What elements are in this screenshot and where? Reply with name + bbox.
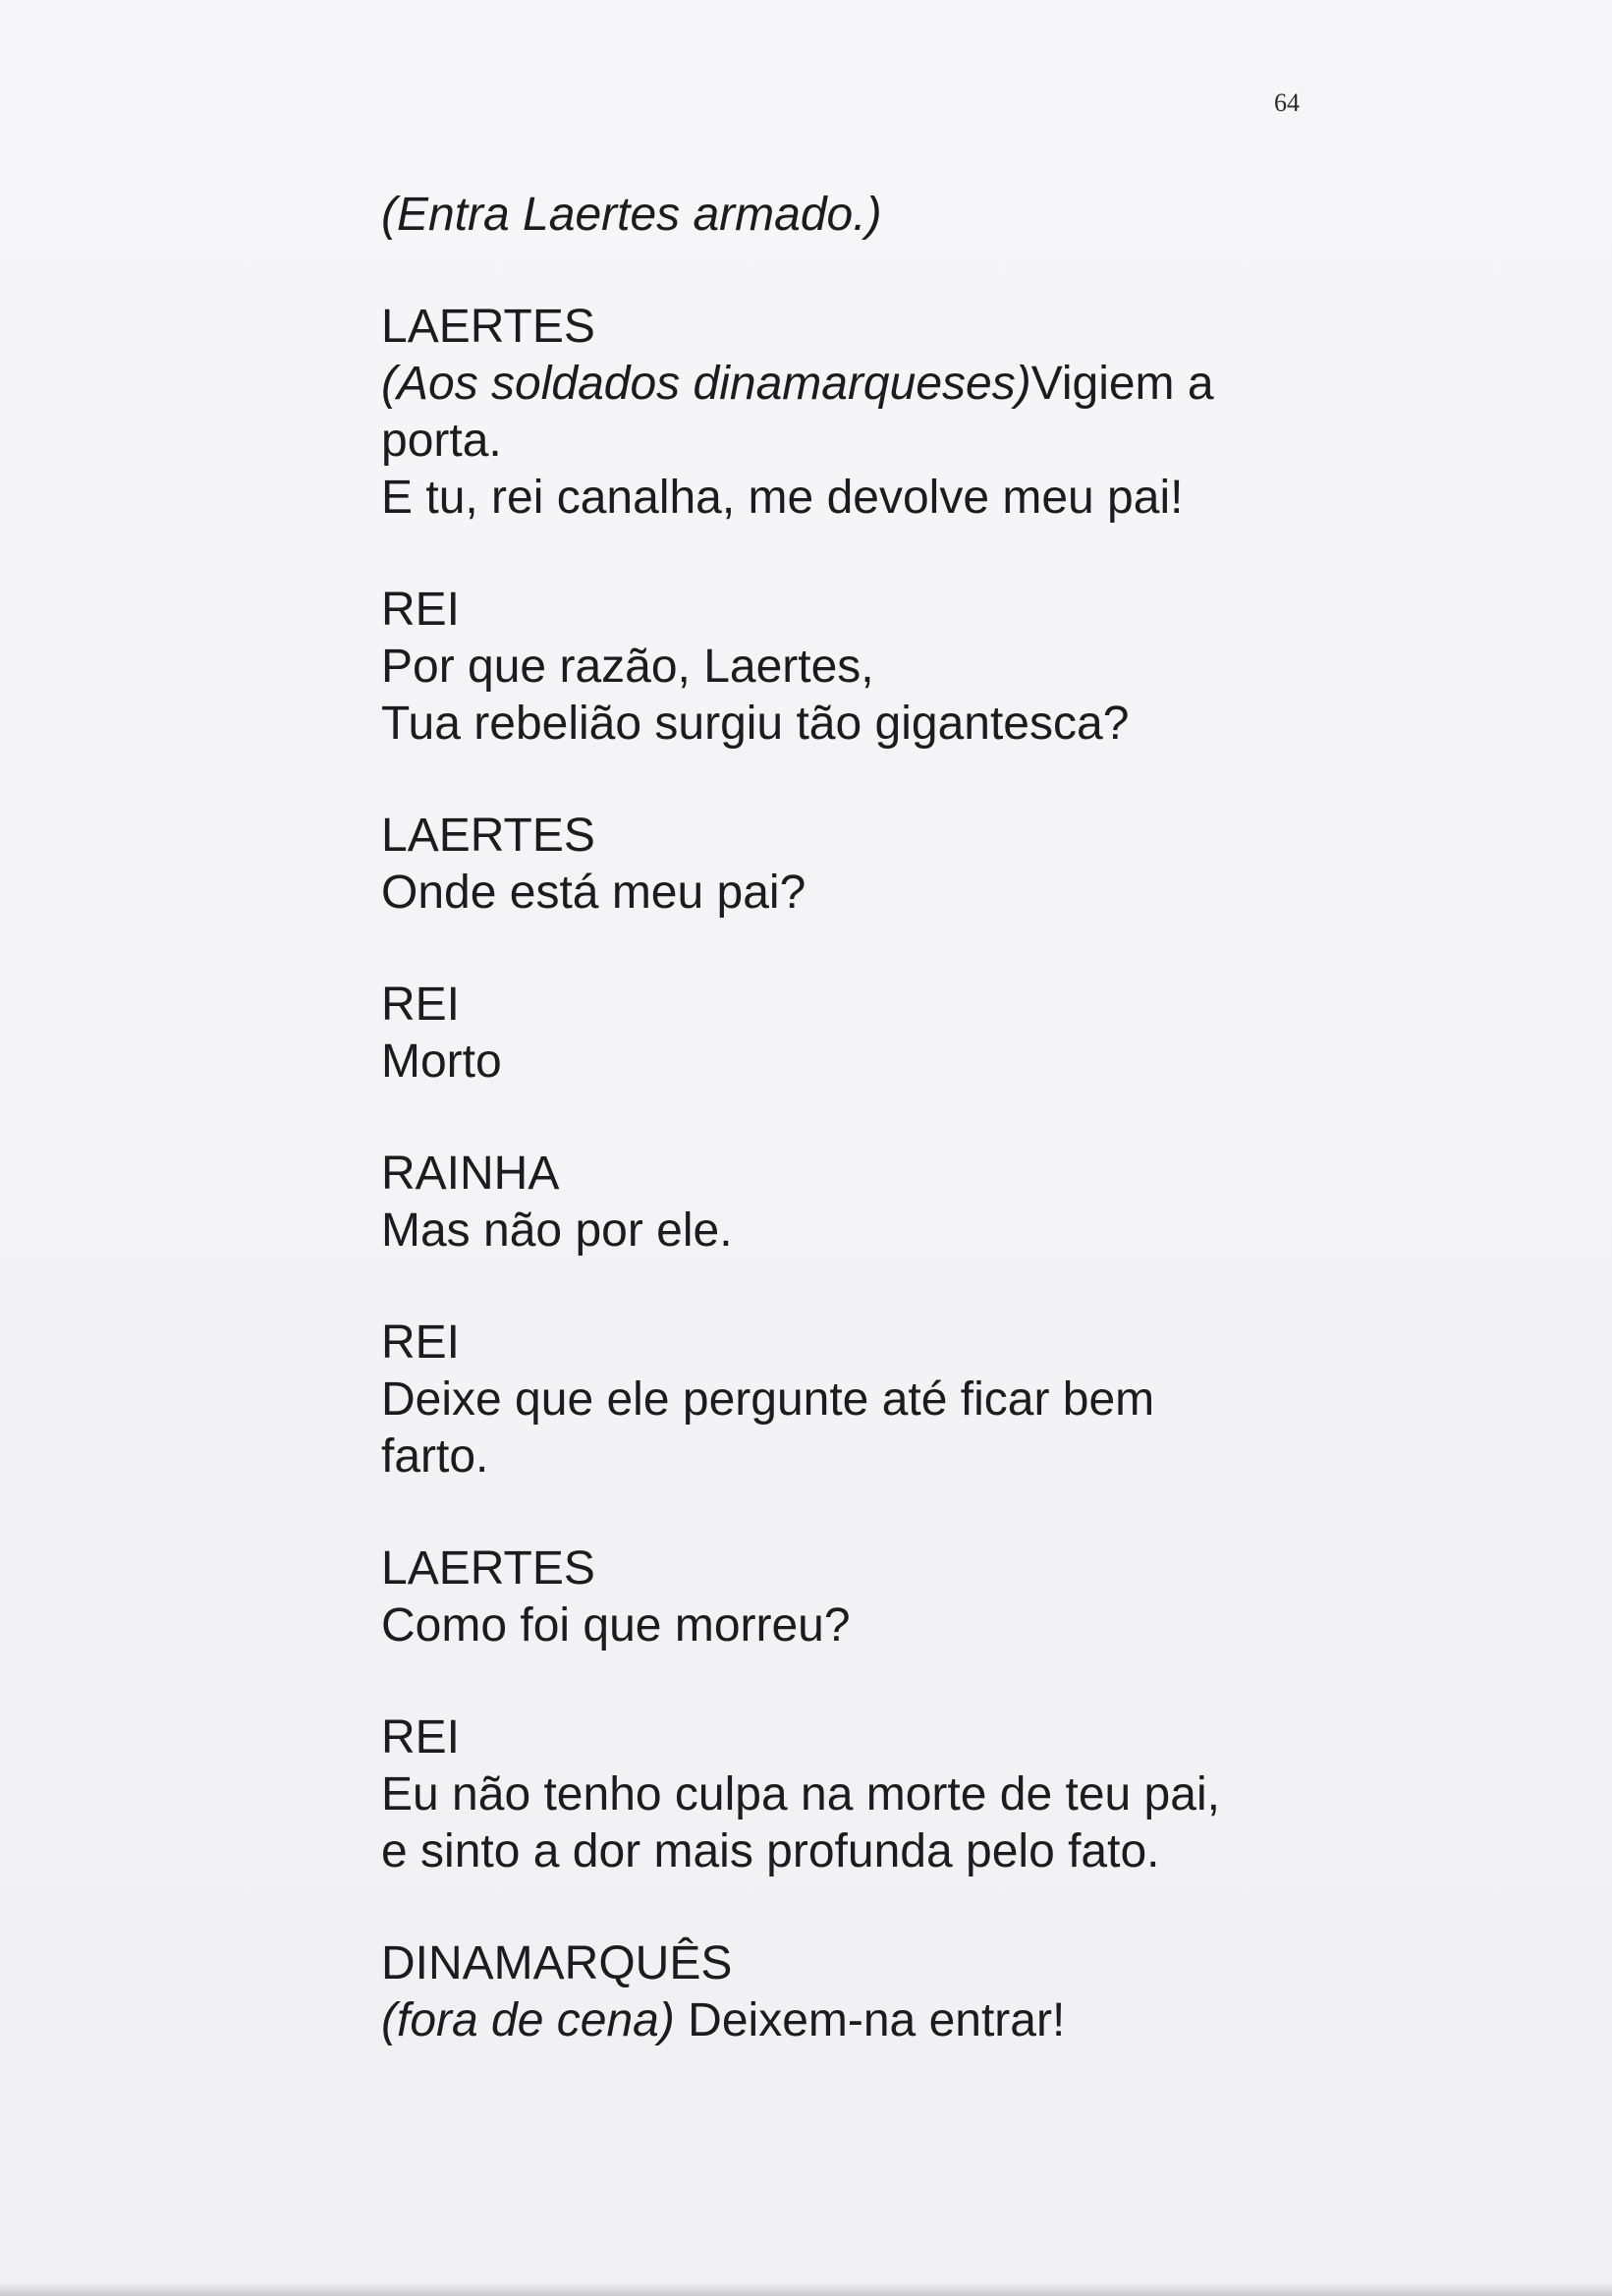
dialogue-block: [381, 1935, 1373, 2049]
speaker-name: [381, 582, 1373, 639]
line-text: Eu não tenho culpa na morte de teu pai,: [381, 1768, 1220, 1820]
script-line: [381, 696, 1373, 753]
speaker-name: [381, 1709, 1373, 1766]
stage-direction: (Entra Laertes armado.): [381, 189, 882, 241]
speaker-name: [381, 1315, 1373, 1372]
script-line: [381, 1034, 1373, 1091]
block-gap: [381, 753, 1373, 808]
script-line: [381, 413, 1373, 470]
block-gap: [381, 922, 1373, 977]
block-gap: [381, 1654, 1373, 1709]
script-line: [381, 639, 1373, 696]
script-line: [381, 1372, 1373, 1428]
script-line: [381, 1428, 1373, 1485]
line-text: DINAMARQUÊS: [381, 1937, 733, 1989]
script-line: [381, 1992, 1373, 2049]
stage-direction: (fora de cena): [381, 1994, 675, 2046]
speaker-name: [381, 1540, 1373, 1597]
line-text: RAINHA: [381, 1148, 560, 1200]
block-gap: [381, 527, 1373, 582]
block-gap: [381, 244, 1373, 299]
speaker-name: [381, 1146, 1373, 1203]
line-text: Vigiem a: [1030, 358, 1214, 410]
line-text: REI: [381, 1711, 461, 1764]
line-text: LAERTES: [381, 1542, 595, 1595]
speaker-name: [381, 1935, 1373, 1992]
line-text: farto.: [381, 1430, 489, 1483]
speaker-name: [381, 299, 1373, 356]
page-bottom-edge: [0, 2282, 1612, 2296]
line-text: porta.: [381, 415, 502, 467]
dialogue-block: [381, 1146, 1373, 1260]
block-gap: [381, 1260, 1373, 1315]
dialogue-block: [381, 299, 1373, 527]
script-line: [381, 1766, 1373, 1823]
script-line: [381, 187, 1373, 244]
line-text: Tua rebelião surgiu tão gigantesca?: [381, 698, 1130, 750]
line-text: Mas não por ele.: [381, 1204, 733, 1257]
script-line: [381, 470, 1373, 527]
stage-direction-block: [381, 187, 1373, 244]
dialogue-block: [381, 808, 1373, 922]
stage-direction: (Aos soldados dinamarqueses): [381, 358, 1031, 410]
line-text: E tu, rei canalha, me devolve meu pai!: [381, 472, 1184, 524]
line-text: REI: [381, 1316, 461, 1369]
line-text: Como foi que morreu?: [381, 1599, 851, 1652]
line-text: REI: [381, 979, 461, 1031]
script-line: [381, 865, 1373, 922]
block-gap: [381, 1485, 1373, 1540]
line-text: e sinto a dor mais profunda pelo fato.: [381, 1825, 1160, 1877]
line-text: LAERTES: [381, 810, 595, 862]
page-number: 64: [1274, 88, 1300, 117]
script-line: [381, 1597, 1373, 1654]
script-line: [381, 1823, 1373, 1880]
speaker-name: [381, 977, 1373, 1034]
line-text: Deixe que ele pergunte até ficar bem: [381, 1373, 1155, 1426]
speaker-name: [381, 808, 1373, 865]
line-text: Deixem-na entrar!: [674, 1994, 1066, 2046]
line-text: Morto: [381, 1036, 502, 1088]
line-text: LAERTES: [381, 301, 595, 353]
script-line: [381, 1203, 1373, 1260]
script-line: [381, 356, 1373, 413]
dialogue-block: [381, 1709, 1373, 1880]
dialogue-block: [381, 1540, 1373, 1654]
dialogue-block: [381, 1315, 1373, 1485]
dialogue-block: [381, 977, 1373, 1091]
line-text: REI: [381, 584, 461, 636]
block-gap: [381, 1880, 1373, 1935]
line-text: Onde está meu pai?: [381, 867, 806, 919]
line-text: Por que razão, Laertes,: [381, 641, 874, 693]
dialogue-block: [381, 582, 1373, 753]
script-body: [381, 187, 1373, 2049]
block-gap: [381, 1091, 1373, 1146]
